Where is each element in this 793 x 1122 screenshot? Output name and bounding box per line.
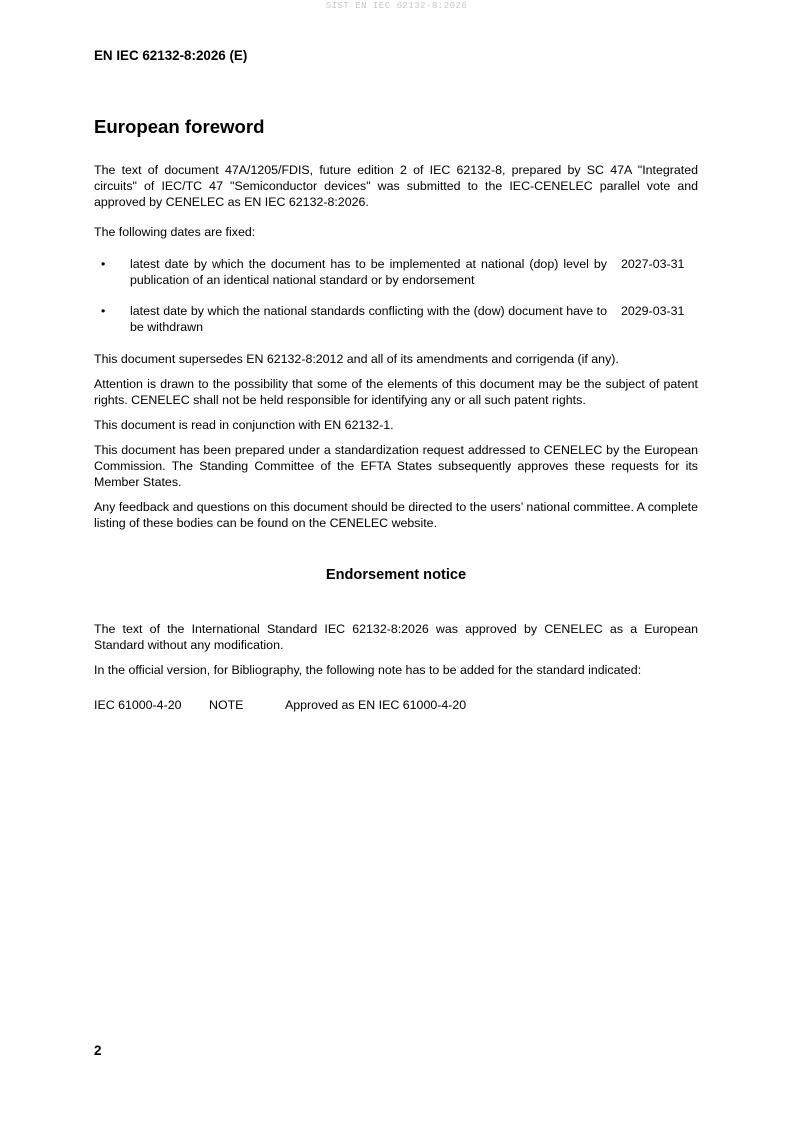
dop-text: latest date by which the document has to be implemented at national (dop) level by publication of an identical national standard or by endorsement (130, 256, 607, 287)
page-number: 2 (94, 1043, 102, 1058)
endorsement-title: Endorsement notice (325, 567, 467, 584)
dow-text: latest date by which the national standards conflicting with the (dow) document have to be withdrawn (130, 304, 607, 335)
patent-paragraph: Attention is drawn to the possibility that some of the elements of this document may be the subject of patent rights. CENELEC shall not be held responsible for identifying any or all such patent rights. (94, 377, 698, 408)
note-text: Approved as EN IEC 61000-4-20 (285, 698, 467, 713)
foreword-title: European foreword (94, 116, 265, 137)
endorsement-approval-paragraph: The text of the International Standard IEC 62132-8:2026 was approved by CENELEC as a European Standard without any modification. (94, 622, 698, 653)
supersedes-paragraph: This document supersedes EN 62132-8:2012 and all of its amendments and corrigenda (if any). (94, 352, 619, 367)
watermark: SIST EN IEC 62132-8:2026 (325, 1, 468, 11)
bullet-icon: • (101, 304, 106, 319)
feedback-paragraph: Any feedback and questions on this document should be directed to the users’ national committee. A complete listing of these bodies can be found on the CENELEC website. (94, 499, 698, 530)
document-id-header: EN IEC 62132-8:2026 (E) (94, 48, 248, 63)
list-item (94, 257, 698, 289)
bibliography-note-intro: In the official version, for Bibliography, the following note has to be added for the standard indicated: (94, 663, 642, 678)
standardization-request-paragraph: This document has been prepared under a standardization request addressed to CENELEC by the European Commission. The Standing Committee of the EFTA States subsequently approves these requests for its Member States. (94, 442, 698, 489)
bibliography-note-row (94, 698, 698, 714)
page-content (94, 115, 698, 714)
dates-intro: The following dates are fixed: (94, 224, 256, 239)
bullet-icon: • (101, 256, 106, 271)
conjunction-paragraph: This document is read in conjunction with EN 62132-1. (94, 417, 394, 432)
foreword-intro-paragraph: The text of document 47A/1205/FDIS, future edition 2 of IEC 62132-8, prepared by SC 47A "Integrated circuits" of IEC/TC 47 "Semiconductor devices" was submitted to the IEC-CENELEC parallel vote and approved by CENELEC as EN IEC 62132-8:2026. (94, 163, 698, 209)
note-label: NOTE (209, 698, 244, 713)
list-item (94, 304, 698, 336)
note-standard: IEC 61000-4-20 (94, 698, 182, 713)
dow-date: 2029-03-31 (621, 304, 685, 319)
dates-list (94, 257, 698, 337)
dop-date: 2027-03-31 (621, 256, 685, 271)
